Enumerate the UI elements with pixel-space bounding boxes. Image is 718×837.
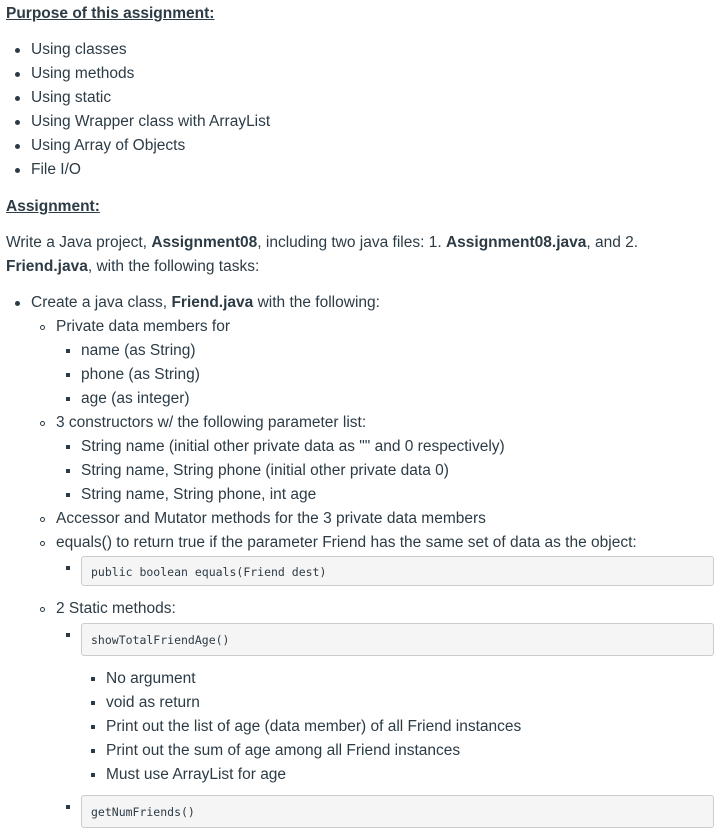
- detail-item: Print out the sum of age among all Friend instances: [81, 739, 714, 763]
- assignment-heading: Assignment:: [6, 198, 100, 215]
- member-item: name (as String): [56, 339, 714, 363]
- task-item: [6, 291, 714, 828]
- constructor-item: String name, String phone, int age: [56, 483, 714, 507]
- detail-item: Must use ArrayList for age: [81, 763, 714, 787]
- purpose-item: Using static: [6, 86, 706, 110]
- constructor-item: String name, String phone (initial other private data 0): [56, 459, 714, 483]
- private-members-list: [56, 339, 714, 411]
- private-members-item: Private data members for name (as String) phone (as String) age (as integer): [31, 315, 714, 411]
- purpose-heading: Purpose of this assignment:: [6, 5, 215, 22]
- purpose-list: [6, 38, 706, 182]
- purpose-item: Using methods: [6, 62, 706, 86]
- code-item: [56, 556, 714, 586]
- requirement-list: [31, 315, 714, 828]
- detail-item: void as return: [81, 691, 714, 715]
- equals-code-list: [56, 556, 714, 586]
- static-method-item: [56, 623, 714, 787]
- detail-item: Print out the list of age (data member) of all Friend instances: [81, 715, 714, 739]
- show-total-age-details: [81, 667, 714, 787]
- get-num-friends-code-block: getNumFriends(): [81, 795, 714, 828]
- equals-code-block: public boolean equals(Friend dest): [81, 556, 714, 586]
- task-list: [6, 291, 714, 828]
- show-total-age-code-block: showTotalFriendAge(): [81, 623, 714, 656]
- constructor-item: String name (initial other private data as "" and 0 respectively): [56, 435, 714, 459]
- assignment-intro: Write a Java project, Assignment08, including two java files: 1. Assignment08.java, and 2. Friend.java, with the following tasks:: [6, 234, 639, 275]
- static-methods-list: [56, 623, 714, 828]
- equals-item: equals() to return true if the parameter Friend has the same set of data as the object: public boolean equals(Friend dest): [31, 531, 714, 586]
- purpose-item: Using classes: [6, 38, 706, 62]
- member-item: phone (as String): [56, 363, 714, 387]
- purpose-item: File I/O: [6, 158, 706, 182]
- task-label: Create a java class, Friend.java with the following:: [31, 294, 380, 311]
- constructors-list: [56, 435, 714, 507]
- purpose-item: Using Array of Objects: [6, 134, 706, 158]
- member-item: age (as integer): [56, 387, 714, 411]
- purpose-item: Using Wrapper class with ArrayList: [6, 110, 706, 134]
- static-methods-item: 2 Static methods: showTotalFriendAge() No argument void as return Print out the list of age (data member) of all Friend instances Print out the sum of age among all Friend instances Must use ArrayList for age getNumFriends(): [31, 597, 714, 828]
- constructors-item: 3 constructors w/ the following parameter list: String name (initial other private data as "" and 0 respectively) String name, String phone (initial other private data 0) String name, String phone, int age: [31, 411, 714, 507]
- detail-item: No argument: [81, 667, 714, 691]
- static-method-item: [56, 795, 714, 828]
- accessors-item: Accessor and Mutator methods for the 3 private data members: [31, 507, 714, 531]
